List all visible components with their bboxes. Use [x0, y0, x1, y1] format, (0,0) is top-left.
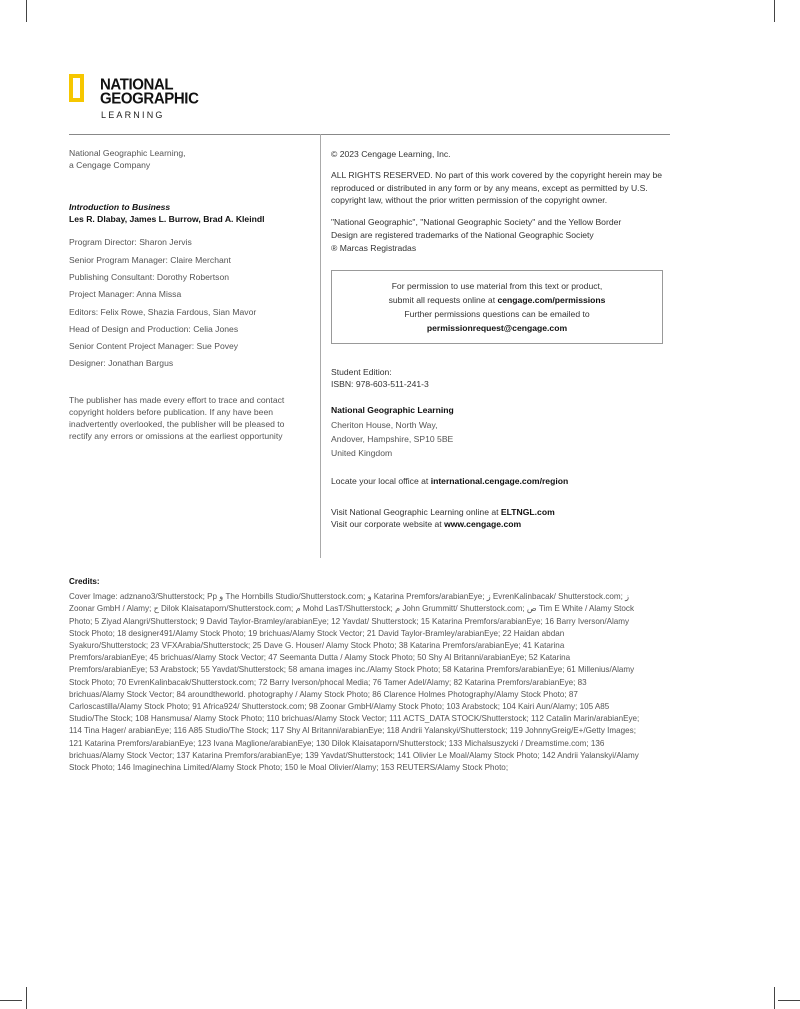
book-authors: Les R. Dlabay, James L. Burrow, Brad A. Kleindl: [69, 213, 265, 224]
rights-reserved: ALL RIGHTS RESERVED. No part of this work covered by the copyright herein may be reproduced or distributed in any form or by any means, except as permitted by U.S. copyright law, without the prior written permission of the copyright owner.: [331, 169, 663, 206]
credits-heading: Credits:: [69, 577, 100, 586]
edition-label: Student Edition:: [331, 366, 392, 377]
edition-block: [331, 366, 671, 390]
address-name: National Geographic Learning: [331, 404, 454, 415]
publisher-company: a Cengage Company: [69, 159, 151, 170]
credits-section: [69, 576, 641, 774]
staff-item: Senior Content Project Manager: Sue Povey: [69, 341, 239, 352]
column-divider: [320, 134, 321, 558]
yellow-border-icon: [69, 74, 84, 102]
header-rule: [69, 134, 670, 135]
permissions-link[interactable]: cengage.com/permissions: [497, 294, 606, 305]
cengage-link[interactable]: www.cengage.com: [444, 518, 522, 529]
crop-mark-top-left: [26, 0, 27, 22]
crop-mark-bottom-right: [774, 987, 775, 1009]
permissions-line: For permission to use material from this text or product,: [391, 280, 603, 291]
trademark-line: "National Geographic", "National Geographic Society" and the Yellow Border: [331, 217, 622, 228]
crop-mark-side-left: [0, 1000, 22, 1001]
locate-prefix: Locate your local office at: [331, 475, 431, 486]
visit-prefix: Visit National Geographic Learning online at: [331, 506, 501, 517]
permissions-prefix: submit all requests online at: [388, 294, 498, 305]
locate-office: [331, 475, 671, 488]
permissions-email-link[interactable]: permissionrequest@cengage.com: [426, 322, 568, 333]
crop-mark-top-right: [774, 0, 775, 22]
permissions-box: [331, 270, 663, 344]
trademark-line: ® Marcas Registradas: [331, 242, 417, 253]
publisher-disclaimer: The publisher has made every effort to trace and contact copyright holders before publication. If any have been inadvertently overlooked, the publisher will be pleased to rectify any errors or omissions at the earliest opportunity: [69, 394, 285, 442]
national-geographic-learning-logo: [69, 73, 209, 123]
copyright-notice: © 2023 Cengage Learning, Inc.: [331, 149, 451, 159]
staff-item: Project Manager: Anna Missa: [69, 289, 182, 300]
staff-item: Publishing Consultant: Dorothy Robertson: [69, 271, 230, 282]
staff-list: [69, 234, 309, 372]
left-column: [69, 148, 309, 442]
address-line: United Kingdom: [331, 447, 393, 458]
visit-block: [331, 506, 671, 530]
staff-item: Editors: Felix Rowe, Shazia Fardous, Sian Mavor: [69, 306, 257, 317]
publisher-name: National Geographic Learning,: [69, 148, 186, 158]
address-block: [331, 402, 671, 460]
address-line: Cheriton House, North Way,: [331, 419, 438, 430]
trademark-line: Design are registered trademarks of the National Geographic Society: [331, 229, 594, 240]
visit-line: [331, 518, 671, 530]
permissions-line: [342, 293, 652, 307]
visit-line: [331, 506, 671, 518]
publisher-block: [69, 148, 309, 171]
trademark-notice: [331, 216, 671, 254]
locate-link[interactable]: international.cengage.com/region: [430, 475, 569, 486]
staff-item: Senior Program Manager: Claire Merchant: [69, 254, 231, 265]
credits-text: Cover Image: adznano3/Shutterstock; Pp و The Hornbills Studio/Shutterstock.com; و Katarina Premfors/arabianEye; ز EvrenKalinbacak/ Shutterstock.com; ز Zoonar GmbH / Alamy; ح Dilok Klaisataporn/Shutterstock.com; م Mohd LasT/Shutterstock; م John Grummitt/ Shutterstock.com; ص Tim E White / Alamy Stock Photo; 5 Ziyad Alangri/Shutterstock; 9 David Taylor-Bramley/arabianEye; 12 Yavdat/ Shutterstock; 15 Katarina Premfors/arabianEye; 16 Barry Iverson/Alamy Stock Photo; 18 designer491/Alamy Stock Photo; 19 brichuas/Alamy Stock Vector; 21 David Taylor-Bramley/arabianEye; 22 Haidan abdan Syakuro/Shutterstock; 23 VFXArabia/Shutterstock; 25 Dave G. Houser/ Alamy Stock Photo; 38 Katarina Premfors/arabianEye; 41 Katarina Premfors/arabianEye; 45 brichuas/Alamy Stock Vector; 47 Seemanta Dutta / Alamy Stock Photo; 50 Shy Al Britanni/arabianEye; 52 Katarina Premfors/arabianEye; 53 Arabstock; 55 Yavdat/Shutterstock; 58 amana images inc./Alamy Stock Photo; 58 Katarina Premfors/arabianEye; 61 Millenius/Alamy Stock Photo; 70 EvrenKalinbacak/Shutterstock.com; 72 Barry Iverson/phocal Media; 76 Tamer Adel/Alamy; 82 Katarina Premfors/arabianEye; 83 brichuas/Alamy Stock Vector; 84 aroundtheworld. photography / Alamy Stock Photo; 86 Clarence Holmes Photography/Alamy Stock Photo; 87 Carloscastilla/Alamy Stock Photo; 91 Africa924/ Shutterstock.com; 98 Zoonar GmbH/Alamy Stock Photo; 103 Arabstock; 104 Kairi Aun/Alamy; 105 A85 Studio/The Stock; 108 Hansmusa/ Alamy Stock Photo; 110 brichuas/Alamy Stock Vector; 111 ACTS_DATA STOCK/Shutterstock; 112 Catalin Marin/arabianEye; 114 Tina Hager/ arabianEye; 116 A85 Studio/The Stock; 117 Shy Al Britanni/arabianEye; 118 Andrii Yalanskyi/Shutterstock; 119 JohnnyGreig/E+/Getty Images; 121 Katarina Premfors/arabianEye; 123 Ivana Maglione/arabianEye; 130 Dilok Klaisataporn/Shutterstock; 133 Michalsuszycki / Dreamstime.com; 136 brichuas/Alamy Stock Vector; 137 Katarina Premfors/arabianEye; 139 Yavdat/Shutterstock; 141 Olivier Le Moal/Alamy Stock Photo; 142 Andrii Yalanskyi/Alamy Stock Photo; 146 Imaginechina Limited/Alamy Stock Photo; 150 le Moal Olivier/Alamy; 153 REUTERS/Alamy Stock Photo;: [69, 592, 640, 773]
address-line: Andover, Hampshire, SP10 5BE: [331, 433, 454, 444]
right-column: [331, 148, 671, 530]
visit-prefix: Visit our corporate website at: [331, 518, 445, 529]
crop-mark-bottom-left: [26, 987, 27, 1009]
book-title: Introduction to Business: [69, 202, 171, 213]
isbn: ISBN: 978-603-511-241-3: [331, 378, 429, 389]
logo-line-learning: LEARNING: [101, 110, 165, 120]
eltngl-link[interactable]: ELTNGL.com: [500, 506, 555, 517]
crop-mark-side-right: [778, 1000, 800, 1001]
staff-item: Program Director: Sharon Jervis: [69, 237, 192, 248]
logo-line-geographic: GEOGRAPHIC: [100, 89, 199, 108]
permissions-line: Further permissions questions can be emailed to: [404, 308, 590, 319]
staff-item: Head of Design and Production: Celia Jones: [69, 323, 239, 334]
logo-line-national: NATIONAL: [100, 75, 174, 94]
staff-item: Designer: Jonathan Bargus: [69, 358, 174, 369]
